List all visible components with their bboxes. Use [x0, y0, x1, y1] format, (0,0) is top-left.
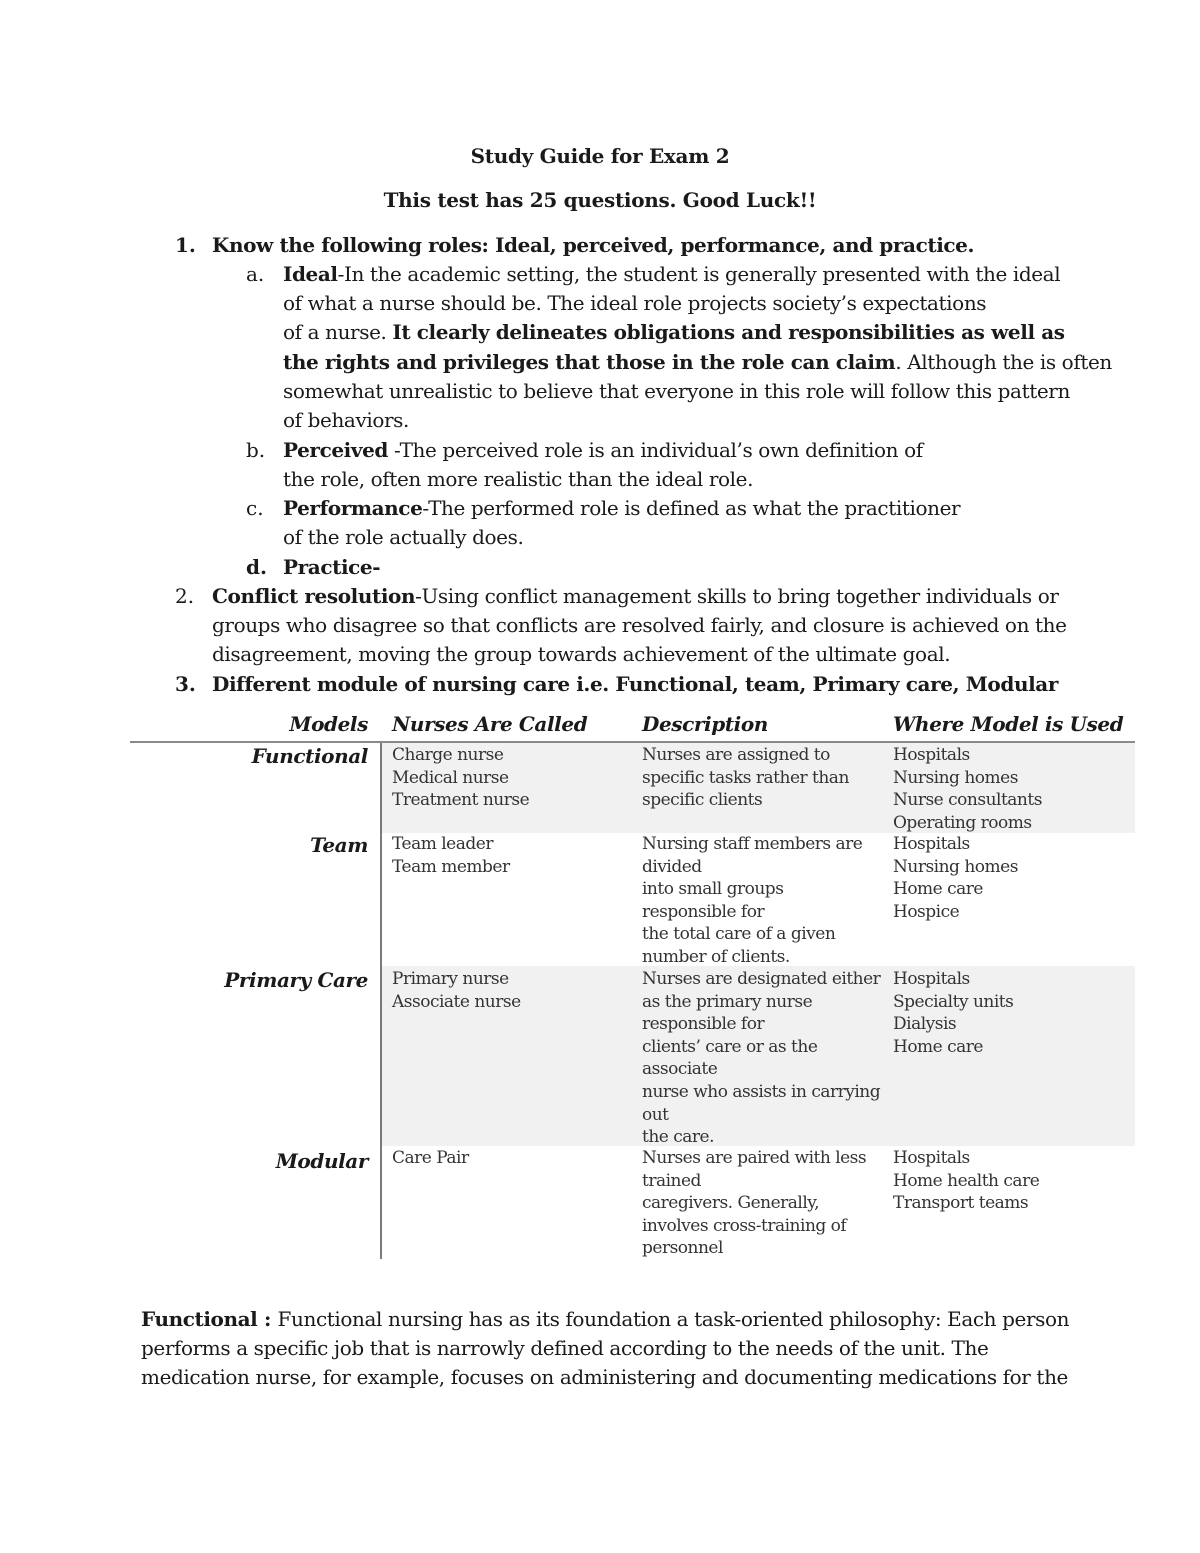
item-1a-text-3b: It clearly delineates obligations and responsibilities as well as: [392, 320, 1065, 344]
closing-line-1: [141, 1305, 1069, 1334]
table-cell: associate: [642, 1059, 718, 1080]
header-where-used: Where Model is Used: [893, 712, 1124, 736]
table-cell: the care.: [642, 1127, 714, 1148]
closing-line-3: medication nurse, for example, focuses on administering and documenting medications for the: [141, 1365, 1068, 1389]
table-cell: Nurse consultants: [893, 790, 1042, 811]
item-3-heading: Different module of nursing care i.e. Functional, team, Primary care, Modular: [212, 672, 1058, 696]
table-cell: Specialty units: [893, 991, 1014, 1012]
header-description: Description: [642, 712, 768, 736]
table-cell: trained: [642, 1170, 701, 1191]
item-1a-line-3: [283, 318, 1065, 347]
item-1b-line-1: [283, 436, 923, 465]
item-2-line-3: disagreement, moving the group towards achievement of the ultimate goal.: [212, 642, 951, 666]
table-cell: responsible for: [642, 901, 765, 922]
item-2-label: Conflict resolution: [212, 584, 416, 608]
item-1b-line-2: the role, often more realistic than the ideal role.: [283, 467, 754, 491]
item-1b-text-1: -The perceived role is an individual’s own definition of: [388, 438, 923, 462]
modular-where: [893, 1147, 1039, 1215]
item-2-line-1: [212, 582, 1059, 611]
table-cell: Hospitals: [893, 834, 970, 854]
item-1c-line-2: of the role actually does.: [283, 525, 524, 549]
table-cell: Hospitals: [893, 1148, 970, 1168]
item-1a-text-1: -In the academic setting, the student is generally presented with the ideal: [337, 262, 1061, 286]
table-cell: number of clients.: [642, 946, 790, 967]
item-1b-marker: b.: [246, 438, 266, 462]
table-cell: Team leader: [392, 834, 493, 854]
functional-called: [392, 744, 529, 812]
item-1a-line-4: [283, 348, 1112, 377]
table-cell: Nurses are designated either: [642, 969, 881, 989]
item-1a-text-4a: the rights and privileges that those in the role can claim: [283, 350, 896, 374]
table-cell: specific tasks rather than: [642, 767, 849, 788]
item-1a-line-1: [283, 260, 1060, 289]
item-2-line-2: groups who disagree so that conflicts are resolved fairly, and closure is achieved on the: [212, 613, 1067, 637]
table-cell: Home health care: [893, 1170, 1040, 1191]
item-1c-text-1: -The performed role is defined as what the practitioner: [422, 496, 961, 520]
closing-line-2: performs a specific job that is narrowly defined according to the needs of the unit. The: [141, 1336, 989, 1360]
table-cell: clients’ care or as the: [642, 1036, 818, 1057]
table-cell: Nursing homes: [893, 856, 1018, 877]
table-cell: Nursing staff members are: [642, 834, 863, 854]
item-1a-text-4b: . Although the is often: [895, 350, 1112, 374]
modular-description: [642, 1147, 866, 1260]
item-2-number: 2.: [175, 584, 195, 608]
table-cell: Home care: [893, 1036, 983, 1057]
item-1a-line-6: of behaviors.: [283, 408, 409, 432]
item-1d-label: Practice-: [283, 555, 381, 579]
table-cell: Treatment nurse: [392, 790, 530, 811]
functional-description: [642, 744, 849, 812]
table-cell: Primary nurse: [392, 969, 509, 989]
table-cell: Operating rooms: [893, 812, 1032, 833]
table-cell: Transport teams: [893, 1193, 1029, 1214]
table-cell: as the primary nurse: [642, 991, 813, 1012]
table-cell: out: [642, 1104, 669, 1125]
table-cell: the total care of a given: [642, 924, 836, 945]
item-1-heading: Know the following roles: Ideal, perceived, performance, and practice.: [212, 233, 975, 257]
table-cell: divided: [642, 856, 702, 877]
model-team: Team: [310, 833, 368, 857]
item-1c-marker: c.: [246, 496, 264, 520]
table-cell: Home care: [893, 879, 983, 900]
table-cell: involves cross-training of: [642, 1215, 847, 1236]
table-cell: Nurses are paired with less: [642, 1148, 867, 1168]
item-1a-line-5: somewhat unrealistic to believe that everyone in this role will follow this pattern: [283, 379, 1070, 403]
item-1a-label: Ideal: [283, 262, 338, 286]
item-1d-marker: d.: [246, 555, 267, 579]
item-3-number: 3.: [175, 672, 196, 696]
item-1-number: 1.: [175, 233, 196, 257]
table-cell: caregivers. Generally,: [642, 1193, 820, 1214]
table-cell: Associate nurse: [392, 991, 521, 1012]
team-called: [392, 833, 510, 878]
table-cell: Nurses are assigned to: [642, 745, 830, 765]
item-2-text-1: -Using conflict management skills to bring together individuals or: [415, 584, 1059, 608]
table-cell: responsible for: [642, 1014, 765, 1035]
table-cell: Care Pair: [392, 1148, 469, 1168]
table-cell: Medical nurse: [392, 767, 509, 788]
table-cell: into small groups: [642, 879, 784, 900]
table-cell: Hospitals: [893, 745, 970, 765]
closing-text-1: Functional nursing has as its foundation a task-oriented philosophy: Each person: [277, 1307, 1070, 1331]
item-1a-line-2: of what a nurse should be. The ideal role projects society’s expectations: [283, 291, 987, 315]
team-where: [893, 833, 1018, 923]
item-1c-line-1: [283, 494, 960, 523]
table-cell: Charge nurse: [392, 745, 504, 765]
primary-care-description: [642, 968, 880, 1149]
header-nurses-called: Nurses Are Called: [392, 712, 588, 736]
table-cell: Dialysis: [893, 1014, 957, 1035]
model-primary-care: Primary Care: [224, 968, 368, 992]
item-1a-text-3a: of a nurse.: [283, 320, 393, 344]
table-cell: Hospice: [893, 901, 960, 922]
page-subtitle: This test has 25 questions. Good Luck!!: [383, 188, 817, 212]
model-functional: Functional: [251, 744, 368, 768]
table-cell: Team member: [392, 856, 510, 877]
closing-label: Functional :: [141, 1307, 278, 1331]
item-1b-label: Perceived: [283, 438, 388, 462]
primary-care-where: [893, 968, 1013, 1058]
table-cell: personnel: [642, 1238, 723, 1259]
team-description: [642, 833, 862, 969]
item-1a-marker: a.: [246, 262, 265, 286]
item-1c-label: Performance: [283, 496, 423, 520]
table-cell: specific clients: [642, 790, 763, 811]
header-models: Models: [289, 712, 368, 736]
modular-called: [392, 1147, 469, 1170]
page-title: Study Guide for Exam 2: [470, 144, 730, 168]
table-cell: nurse who assists in carrying: [642, 1081, 881, 1102]
functional-where: [893, 744, 1042, 834]
model-modular: Modular: [275, 1149, 368, 1173]
table-cell: Nursing homes: [893, 767, 1018, 788]
primary-care-called: [392, 968, 521, 1013]
table-cell: Hospitals: [893, 969, 970, 989]
